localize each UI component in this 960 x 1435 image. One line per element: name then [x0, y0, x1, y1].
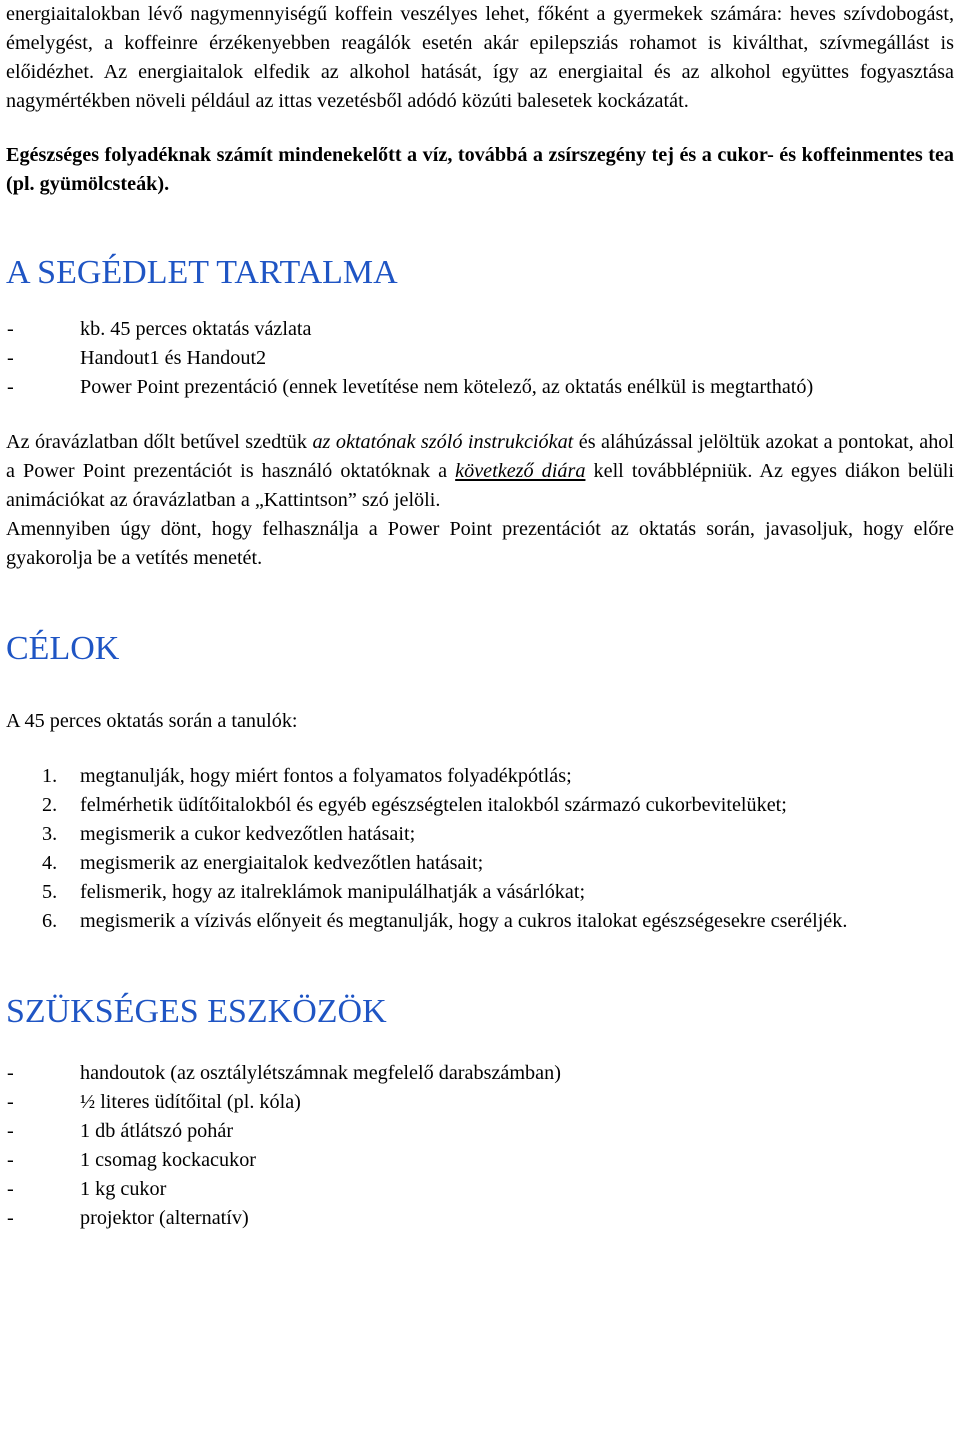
list-item — [6, 344, 954, 373]
list-item — [6, 315, 954, 344]
list-item — [6, 373, 954, 402]
list-item — [6, 1059, 954, 1088]
list-item-text: handoutok (az osztálylétszámnak megfelelő darabszámban) — [80, 1062, 561, 1084]
list-dash: - — [7, 347, 14, 369]
list-dash: - — [7, 1178, 14, 1200]
eszkozok-list — [6, 1059, 954, 1233]
list-item — [6, 1146, 954, 1175]
list-item-text: felmérhetik üdítőitalokból és egyéb egészségtelen italokból származó cukorbevitelüket; — [80, 794, 787, 816]
list-item-text: 1 db átlátszó pohár — [80, 1120, 234, 1142]
segedlet-heading: A SEGÉDLET TARTALMA — [6, 254, 398, 291]
list-item-text: Power Point prezentáció (ennek levetítése nem kötelező, az oktatás enélkül is megtartható) — [80, 376, 814, 398]
list-item-text: megtanulják, hogy miért fontos a folyamatos folyadékpótlás; — [80, 765, 572, 787]
instructions-underline-text: következő diára — [455, 460, 586, 482]
list-item-text: megismerik a vízivás előnyeit és megtanulják, hogy a cukros italokat egészségesekre cseréljék. — [80, 910, 848, 932]
list-item-text: ½ literes üdítőital (pl. kóla) — [80, 1091, 301, 1113]
list-number: 2. — [42, 794, 58, 816]
list-number: 3. — [42, 823, 58, 845]
instructions-paragraph — [6, 428, 954, 515]
list-dash: - — [7, 318, 14, 340]
list-item — [6, 1175, 954, 1204]
list-item — [6, 820, 954, 849]
instructions-text-c: kell továbblépniük. Az egyes diákon belüli animációkat az óravázlatban a „Kattintson” szó jelöli. — [6, 460, 955, 511]
celok-heading: CÉLOK — [6, 630, 120, 667]
list-dash: - — [7, 1062, 14, 1084]
list-item — [6, 762, 954, 791]
instructions-text-a: Az óravázlatban dőlt betűvel szedtük — [6, 431, 313, 453]
intro-paragraph: energiaitalokban lévő nagymennyiségű koffein veszélyes lehet, főként a gyermekek számára: heves szívdobogást, émelygést, a koffeinre érzékenyebben reagálók esetén akár epilepsziás rohamot is kiválthat, szívmegállást is előidézhet. Az energiaitalok elfedik az alkohol hatását, így az energiaital és az alkohol együttes fogyasztása nagymértékben növeli például az ittas vezetésből adódó közúti balesetek kockázatát. — [6, 3, 954, 112]
list-item-text: Handout1 és Handout2 — [80, 347, 267, 369]
list-item — [6, 791, 954, 820]
list-dash: - — [7, 1091, 14, 1113]
list-item — [6, 849, 954, 878]
eszkozok-heading: SZÜKSÉGES ESZKÖZÖK — [6, 993, 387, 1030]
list-item-text: 1 kg cukor — [80, 1178, 167, 1200]
intro-bold-paragraph: Egészséges folyadéknak számít mindenekelőtt a víz, továbbá a zsírszegény tej és a cukor- és koffeinmentes tea (pl. gyümölcsteák). — [6, 144, 954, 195]
list-dash: - — [7, 376, 14, 398]
list-item-text: projektor (alternatív) — [80, 1207, 249, 1229]
list-item — [6, 1088, 954, 1117]
instructions-text-b: és aláhúzással jelöltük azokat a pontokat, ahol a Power Point prezentációt is használó oktatóknak a — [6, 431, 954, 482]
list-number: 4. — [42, 852, 58, 874]
list-item — [6, 907, 954, 936]
instructions-italic-text: az oktatónak szóló instrukciókat — [312, 431, 574, 453]
list-number: 1. — [42, 765, 58, 787]
list-number: 5. — [42, 881, 58, 903]
segedlet-list — [6, 315, 954, 402]
list-item — [6, 1117, 954, 1146]
celok-list — [6, 762, 954, 936]
list-item-text: megismerik a cukor kedvezőtlen hatásait; — [80, 823, 416, 845]
list-item — [6, 878, 954, 907]
list-item-text: kb. 45 perces oktatás vázlata — [80, 318, 312, 340]
list-item-text: 1 csomag kockacukor — [80, 1149, 257, 1171]
list-item-text: megismerik az energiaitalok kedvezőtlen hatásait; — [80, 852, 484, 874]
list-dash: - — [7, 1207, 14, 1229]
list-number: 6. — [42, 910, 58, 932]
list-item-text: felismerik, hogy az italreklámok manipulálhatják a vásárlókat; — [80, 881, 586, 903]
powerpoint-paragraph: Amennyiben úgy dönt, hogy felhasználja a Power Point prezentációt az oktatás során, javasoljuk, hogy előre gyakorolja be a vetítés menetét. — [6, 518, 954, 569]
list-item — [6, 1204, 954, 1233]
list-dash: - — [7, 1120, 14, 1142]
list-dash: - — [7, 1149, 14, 1171]
celok-intro: A 45 perces oktatás során a tanulók: — [6, 710, 298, 732]
